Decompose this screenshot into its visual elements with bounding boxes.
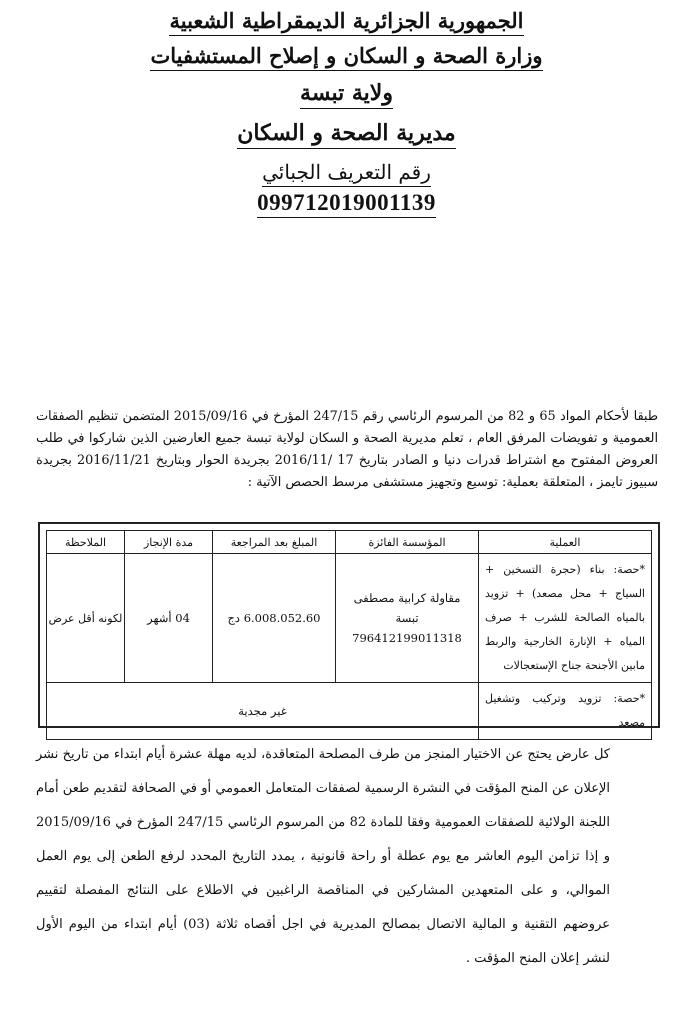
lot1-duration: 04 أشهر bbox=[125, 554, 213, 683]
tax-id-number: 099712019001139 bbox=[0, 190, 693, 216]
ministry-title: وزارة الصحة و السكان و إصلاح المستشفيات bbox=[0, 43, 693, 68]
lot1-operation: *حصة: بناء (حجرة التسخين + السياج + محل مصعد) + تزويد بالمياه الصالحة للشرب + صرف المياه + الإنارة الخارجية والربط مابين الأجنحة جناح الإستعجالات bbox=[479, 554, 652, 683]
republic-title: الجمهورية الجزائرية الديمقراطية الشعبية bbox=[0, 8, 693, 33]
results-table-frame bbox=[38, 522, 660, 728]
header-duration: مدة الإنجاز bbox=[125, 531, 213, 554]
header-operation: العملية bbox=[479, 531, 652, 554]
lot2-result: غير مجدية bbox=[47, 683, 479, 740]
table-header-row bbox=[47, 531, 652, 554]
tax-id-label: رقم التعريف الجبائي bbox=[0, 160, 693, 184]
header-firm: المؤسسة الفائزة bbox=[336, 531, 479, 554]
letterhead bbox=[0, 8, 693, 216]
table-row bbox=[47, 683, 652, 740]
results-table bbox=[46, 530, 652, 740]
directorate-title: مديرية الصحة و السكان bbox=[0, 120, 693, 146]
lot2-operation: *حصة: تزويد وتركيب وتشغيل مصعد bbox=[479, 683, 652, 740]
lot1-notes: لكونه أقل عرض bbox=[47, 554, 125, 683]
lot1-amount: 6.008.052.60 دج bbox=[213, 554, 336, 683]
wilaya-title: ولاية تبسة bbox=[0, 80, 693, 106]
header-notes: الملاحظة bbox=[47, 531, 125, 554]
appeal-paragraph bbox=[36, 738, 658, 976]
lot1-firm bbox=[336, 554, 479, 683]
header-amount: المبلغ بعد المراجعة bbox=[213, 531, 336, 554]
firm-name: مقاولة كرابية مصطفى bbox=[353, 591, 461, 605]
intro-paragraph: طبقا لأحكام المواد 65 و 82 من المرسوم الرئاسي رقم 247/15 المؤرخ في 2015/09/16 المتضمن تنظيم الصفقات العمومية و تفويضات المرفق العام ، تعلم مديرية الصحة و السكان لولاية تبسة جميع العارضين الذين شاركوا في طلب العروض المفتوح مع اشتراط قدرات دنيا و الصادر بتاريخ 17 /2016/11 بجريدة الحوار وبتاريخ 2016/11/21 بجريدة سبيوز تايمز ، المتعلقة بعملية: توسيع وتجهيز مستشفى مرسط الحصص الآتية : bbox=[36, 409, 658, 490]
table-row bbox=[47, 554, 652, 683]
firm-id: 796412199011318 bbox=[352, 631, 462, 645]
firm-city: تبسة bbox=[395, 611, 419, 625]
appeal-text: كل عارض يحتج عن الاختيار المنجز من طرف المصلحة المتعاقدة، لديه مهلة عشرة أيام ابتداء من تاريخ نشر الإعلان عن المنح المؤقت في النشرة الرسمية لصفقات المتعامل العمومي أو في الصحافة لتقديم طعن أمام اللجنة الولائية للصفقات العمومية وفقا للمادة 82 من المرسوم الرئاسي 247/15 المؤرخ في 2015/09/16 و إذا تزامن اليوم العاشر مع يوم عطلة أو راحة قانونية ، يمدد التاريخ المحدد لرفع الطعن إلى يوم العمل الموالي، و على المتعهدين المشاركين في المناقصة الراغبين في الاطلاع على النتائج المفصلة لتقييم عروضهم التقنية و المالية الاتصال بمصالح المديرية في اجل أقصاه ثلاثة (03) أيام ابتداء من اليوم الأول لنشر إعلان المنح المؤقت . bbox=[36, 747, 610, 966]
